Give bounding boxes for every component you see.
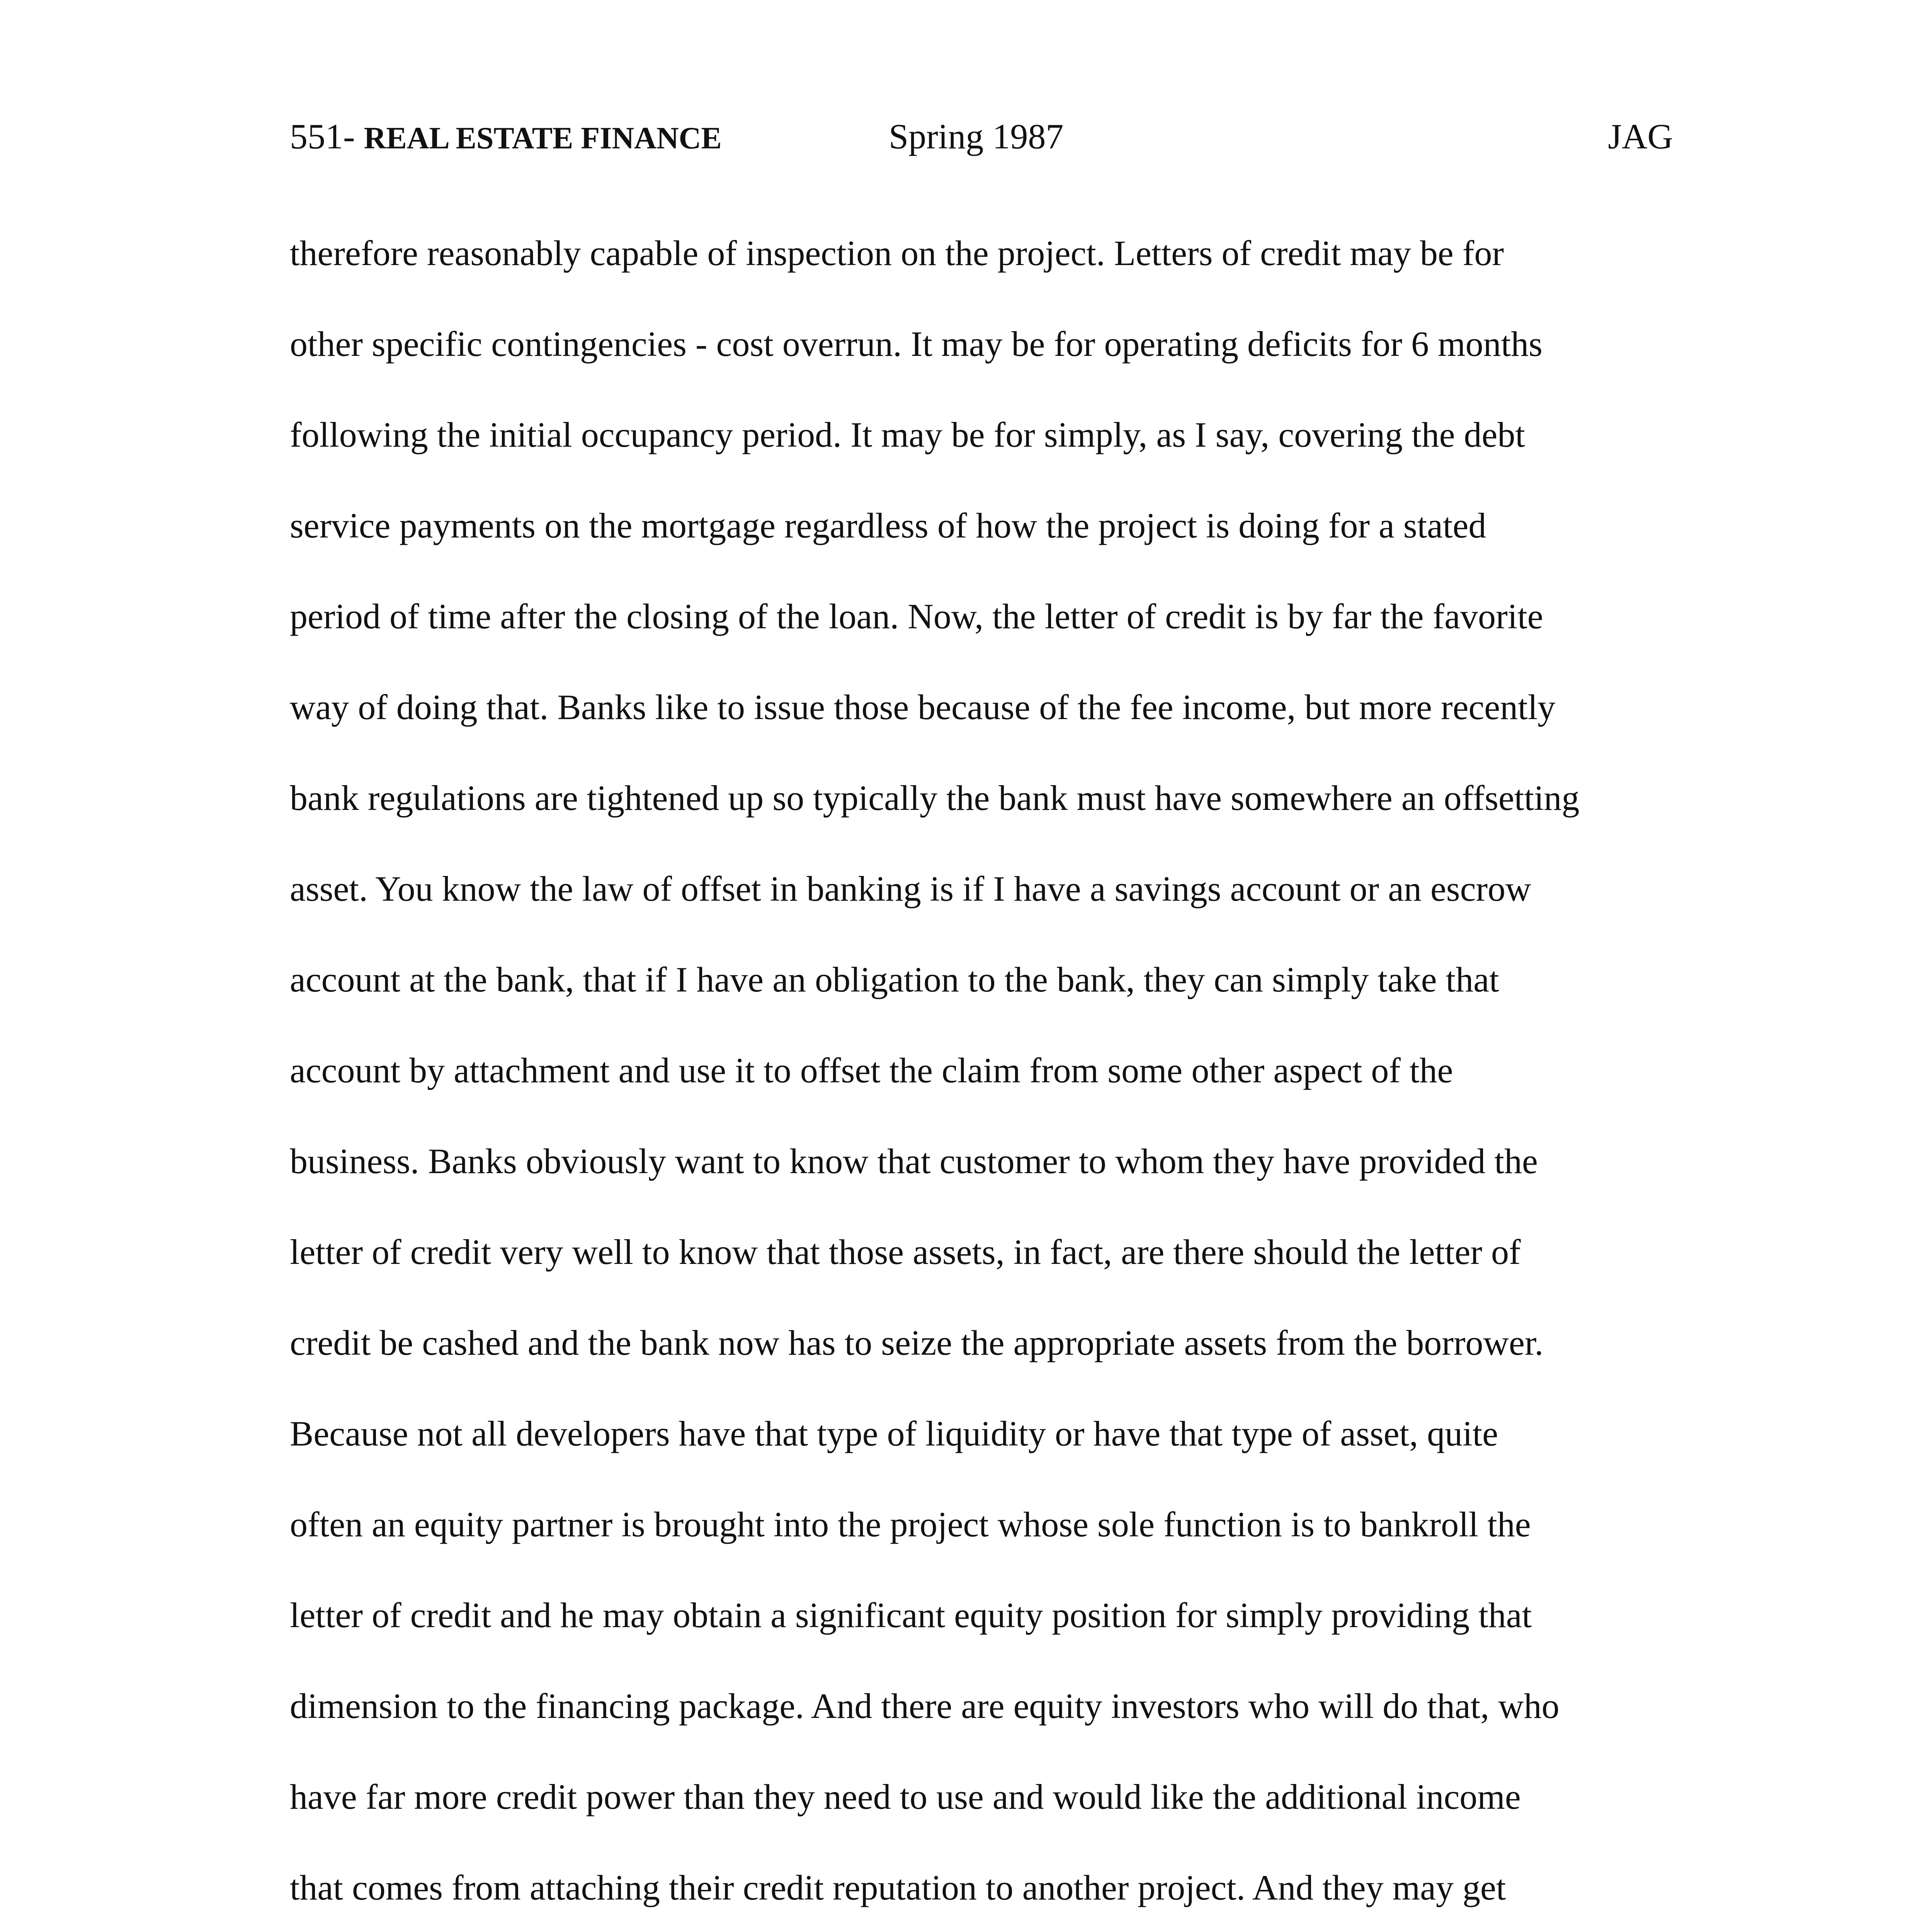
text-line: letter of credit and he may obtain a significant equity position for simply providing that [290,1595,1532,1635]
author-initials: JAG [1608,117,1673,156]
text-line: business. Banks obviously want to know that customer to whom they have provided the [290,1141,1538,1181]
text-line: that comes from attaching their credit reputation to another project. And they may get [290,1868,1506,1907]
text-line: dimension to the financing package. And there are equity investors who will do that, who [290,1686,1560,1726]
text-line: account by attachment and use it to offset the claim from some other aspect of the [290,1051,1453,1090]
transcript-body [290,226,1681,1932]
course-number: 551- [290,117,355,156]
text-line: often an equity partner is brought into the project whose sole function is to bankroll the [290,1505,1531,1544]
term: Spring 1987 [889,117,1064,156]
text-line: Because not all developers have that type of liquidity or have that type of asset, quite [290,1414,1498,1453]
text-line: other specific contingencies - cost overrun. It may be for operating deficits for 6 months [290,324,1543,364]
text-line: following the initial occupancy period. It may be for simply, as I say, covering the debt [290,415,1525,454]
text-line: asset. You know the law of offset in banking is if I have a savings account or an escrow [290,869,1531,908]
text-line: account at the bank, that if I have an obligation to the bank, they can simply take that [290,960,1499,999]
text-line: therefore reasonably capable of inspection on the project. Letters of credit may be for [290,233,1504,273]
text-line: way of doing that. Banks like to issue those because of the fee income, but more recently [290,687,1556,727]
text-line: service payments on the mortgage regardless of how the project is doing for a stated [290,506,1486,545]
text-line: period of time after the closing of the loan. Now, the letter of credit is by far the favorite [290,597,1543,636]
text-line: bank regulations are tightened up so typically the bank must have somewhere an offsetting [290,778,1580,818]
course-name: REAL ESTATE FINANCE [364,121,722,155]
text-line: credit be cashed and the bank now has to seize the appropriate assets from the borrower. [290,1323,1544,1362]
text-line: have far more credit power than they need to use and would like the additional income [290,1777,1521,1816]
page-header [0,116,1932,170]
course-title [290,116,722,157]
text-line: letter of credit very well to know that those assets, in fact, are there should the letter of [290,1232,1521,1272]
